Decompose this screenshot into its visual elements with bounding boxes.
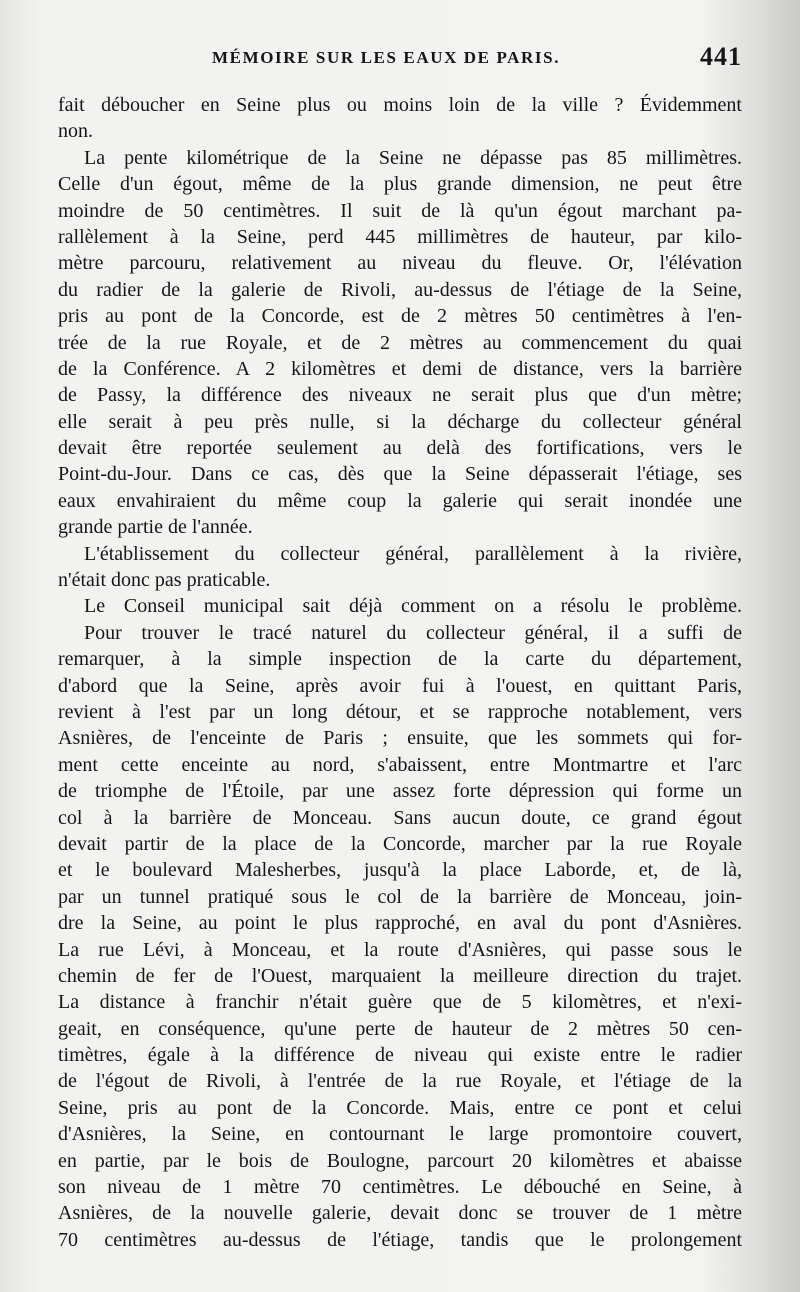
text-line: timètres, égale à la différence de niveau qui existe entre le radier bbox=[58, 1044, 742, 1067]
text-line: grande partie de l'année. bbox=[58, 516, 253, 539]
text-line: Pour trouver le tracé naturel du collecteur général, il a suffi de bbox=[84, 621, 742, 644]
text-line: L'établissement du collecteur général, parallèlement à la rivière, bbox=[84, 542, 742, 565]
text-line: du radier de la galerie de Rivoli, au-dessus de l'étiage de la Seine, bbox=[58, 278, 742, 301]
text-line: Asnières, de l'enceinte de Paris ; ensuite, que les sommets qui for- bbox=[58, 727, 742, 750]
page-number: 441 bbox=[700, 42, 742, 71]
body-text bbox=[58, 92, 742, 1253]
text-line: Celle d'un égout, même de la plus grande dimension, ne peut être bbox=[58, 173, 742, 196]
text-line: de l'égout de Rivoli, à l'entrée de la rue Royale, et l'étiage de la bbox=[58, 1070, 742, 1093]
text-line: n'était donc pas praticable. bbox=[58, 569, 271, 592]
text-line: de la Conférence. A 2 kilomètres et demi de distance, vers la barrière bbox=[58, 357, 742, 380]
text-line: 70 centimètres au-dessus de l'étiage, tandis que le prolongement bbox=[58, 1228, 742, 1251]
text-line: d'abord que la Seine, après avoir fui à l'ouest, en quittant Paris, bbox=[58, 674, 742, 697]
text-line: par un tunnel pratiqué sous le col de la barrière de Monceau, join- bbox=[58, 885, 742, 908]
text-line: La pente kilométrique de la Seine ne dépasse pas 85 millimètres. bbox=[84, 146, 742, 169]
text-line: chemin de fer de l'Ouest, marquaient la meilleure direction du trajet. bbox=[58, 964, 742, 987]
text-line: trée de la rue Royale, et de 2 mètres au commencement du quai bbox=[58, 331, 742, 354]
text-line: dre la Seine, au point le plus rapproché, en aval du pont d'Asnières. bbox=[58, 912, 742, 935]
text-line: en partie, par le bois de Boulogne, parcourt 20 kilomètres et abaisse bbox=[58, 1149, 742, 1172]
text-line: ment cette enceinte au nord, s'abaissent, entre Montmartre et l'arc bbox=[58, 753, 742, 776]
text-line: de Passy, la différence des niveaux ne serait plus que d'un mètre; bbox=[58, 384, 742, 407]
text-line: La rue Lévi, à Monceau, et la route d'Asnières, qui passe sous le bbox=[58, 938, 742, 961]
text-line: devait être reportée seulement au delà des fortifications, vers le bbox=[58, 437, 742, 460]
text-line: fait déboucher en Seine plus ou moins loin de la ville ? Évidemment bbox=[58, 94, 742, 116]
text-line: d'Asnières, la Seine, en contournant le large promontoire couvert, bbox=[58, 1123, 742, 1146]
running-title: MÉMOIRE SUR LES EAUX DE PARIS. bbox=[212, 48, 561, 67]
text-line: moindre de 50 centimètres. Il suit de là qu'un égout marchant pa- bbox=[58, 199, 742, 222]
page-header bbox=[60, 40, 742, 76]
text-line: non. bbox=[58, 120, 93, 143]
text-line: pris au pont de la Concorde, est de 2 mètres 50 centimètres à l'en- bbox=[58, 305, 742, 328]
text-line: mètre parcouru, relativement au niveau du fleuve. Or, l'élévation bbox=[58, 252, 742, 275]
text-line: elle serait à peu près nulle, si la décharge du collecteur général bbox=[58, 410, 742, 433]
text-line: remarquer, à la simple inspection de la carte du département, bbox=[58, 648, 742, 671]
text-line: et le boulevard Malesherbes, jusqu'à la place Laborde, et, de là, bbox=[58, 859, 742, 882]
text-line: Le Conseil municipal sait déjà comment on a résolu le problème. bbox=[84, 595, 742, 618]
text-line: de triomphe de l'Étoile, par une assez forte dépression qui forme un bbox=[58, 780, 742, 803]
text-line: revient à l'est par un long détour, et se rapproche notablement, vers bbox=[58, 700, 742, 723]
text-line: geait, en conséquence, qu'une perte de hauteur de 2 mètres 50 cen- bbox=[58, 1017, 742, 1040]
text-line: Seine, pris au pont de la Concorde. Mais, entre ce pont et celui bbox=[58, 1096, 742, 1119]
text-line: Asnières, de la nouvelle galerie, devait donc se trouver de 1 mètre bbox=[58, 1202, 742, 1225]
text-line: son niveau de 1 mètre 70 centimètres. Le débouché en Seine, à bbox=[58, 1176, 742, 1199]
text-line: eaux envahiraient du même coup la galerie qui serait inondée une bbox=[58, 489, 742, 512]
text-line: rallèlement à la Seine, perd 445 millimètres de hauteur, par kilo- bbox=[58, 225, 742, 248]
text-line: Point-du-Jour. Dans ce cas, dès que la Seine dépasserait l'étiage, ses bbox=[58, 463, 742, 486]
text-line: devait partir de la place de la Concorde, marcher par la rue Royale bbox=[58, 832, 742, 855]
text-line: La distance à franchir n'était guère que de 5 kilomètres, et n'exi- bbox=[58, 991, 742, 1014]
text-line: col à la barrière de Monceau. Sans aucun doute, ce grand égout bbox=[58, 806, 742, 829]
